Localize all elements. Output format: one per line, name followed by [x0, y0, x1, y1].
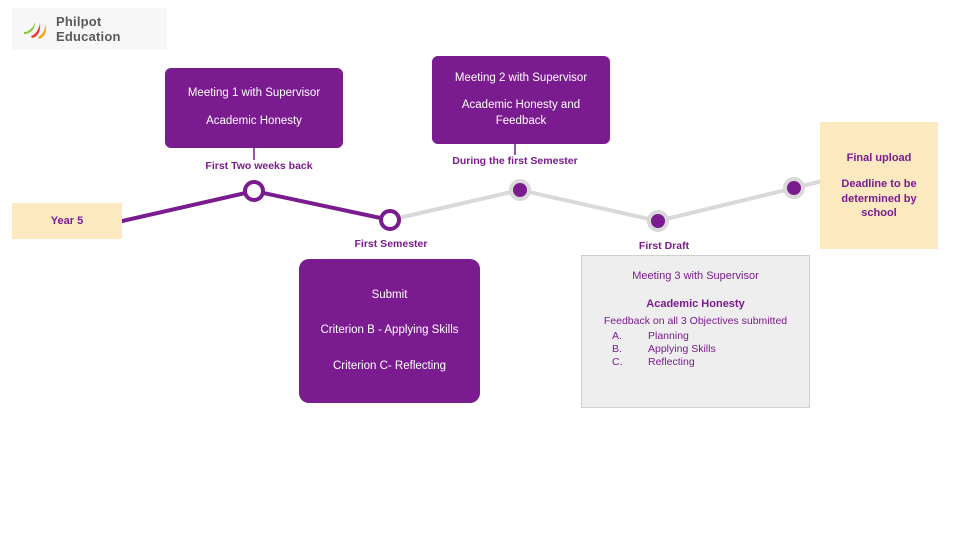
milestone-label-first-semester: First Semester	[354, 238, 428, 250]
list-item-text: Applying Skills	[648, 343, 716, 356]
timeline-segment-gray	[390, 181, 822, 221]
card-meeting-3-subtitle: Academic Honesty	[646, 298, 745, 310]
card-submit-criterion-c: Criterion C- Reflecting	[332, 359, 447, 372]
list-item-label: A.	[612, 330, 622, 342]
list-item-label: B.	[612, 343, 622, 356]
timeline-node-during-first-semester[interactable]	[511, 181, 529, 199]
card-meeting-2-detail-line1: Academic Honesty and	[461, 99, 581, 112]
logo-text: Philpot Education	[56, 14, 121, 44]
list-item	[594, 330, 797, 343]
milestone-label-first-draft: First Draft	[638, 240, 690, 252]
list-item-text: Reflecting	[648, 356, 695, 369]
card-meeting-2-title: Meeting 2 with Supervisor	[454, 71, 588, 84]
card-year-5[interactable]	[12, 203, 122, 239]
timeline-node-first-semester[interactable]	[381, 211, 399, 229]
card-meeting-1[interactable]	[165, 68, 343, 148]
timeline-node-final-upload[interactable]	[785, 179, 803, 197]
list-item	[594, 356, 797, 369]
timeline-node-first-two-weeks[interactable]	[245, 182, 263, 200]
milestone-label-during-first-semester: During the first Semester	[452, 155, 578, 167]
milestone-label-first-two-weeks: First Two weeks back	[205, 160, 313, 172]
card-year-5-label: Year 5	[50, 215, 84, 227]
card-final-upload[interactable]	[820, 122, 938, 249]
card-submit[interactable]	[299, 259, 480, 403]
list-item-label: C.	[612, 356, 623, 369]
card-meeting-3[interactable]	[581, 255, 810, 408]
card-final-upload-detail: Deadline to be determined by school	[841, 178, 917, 219]
card-meeting-2-detail-line2: Feedback	[495, 114, 547, 127]
card-submit-title: Submit	[371, 288, 408, 301]
card-submit-criterion-b: Criterion B - Applying Skills	[320, 324, 459, 337]
card-meeting-3-title: Meeting 3 with Supervisor	[632, 270, 759, 282]
card-meeting-1-detail: Academic Honesty	[206, 115, 302, 127]
timeline-node-first-draft[interactable]	[649, 212, 667, 230]
card-final-upload-title: Final upload	[846, 151, 912, 164]
card-meeting-2[interactable]	[432, 56, 610, 144]
card-meeting-1-title: Meeting 1 with Supervisor	[187, 87, 321, 100]
list-item-text: Planning	[648, 330, 689, 342]
card-meeting-2-detail	[462, 98, 580, 129]
card-meeting-3-feedback: Feedback on all 3 Objectives submitted	[603, 315, 788, 327]
list-item	[594, 343, 797, 356]
